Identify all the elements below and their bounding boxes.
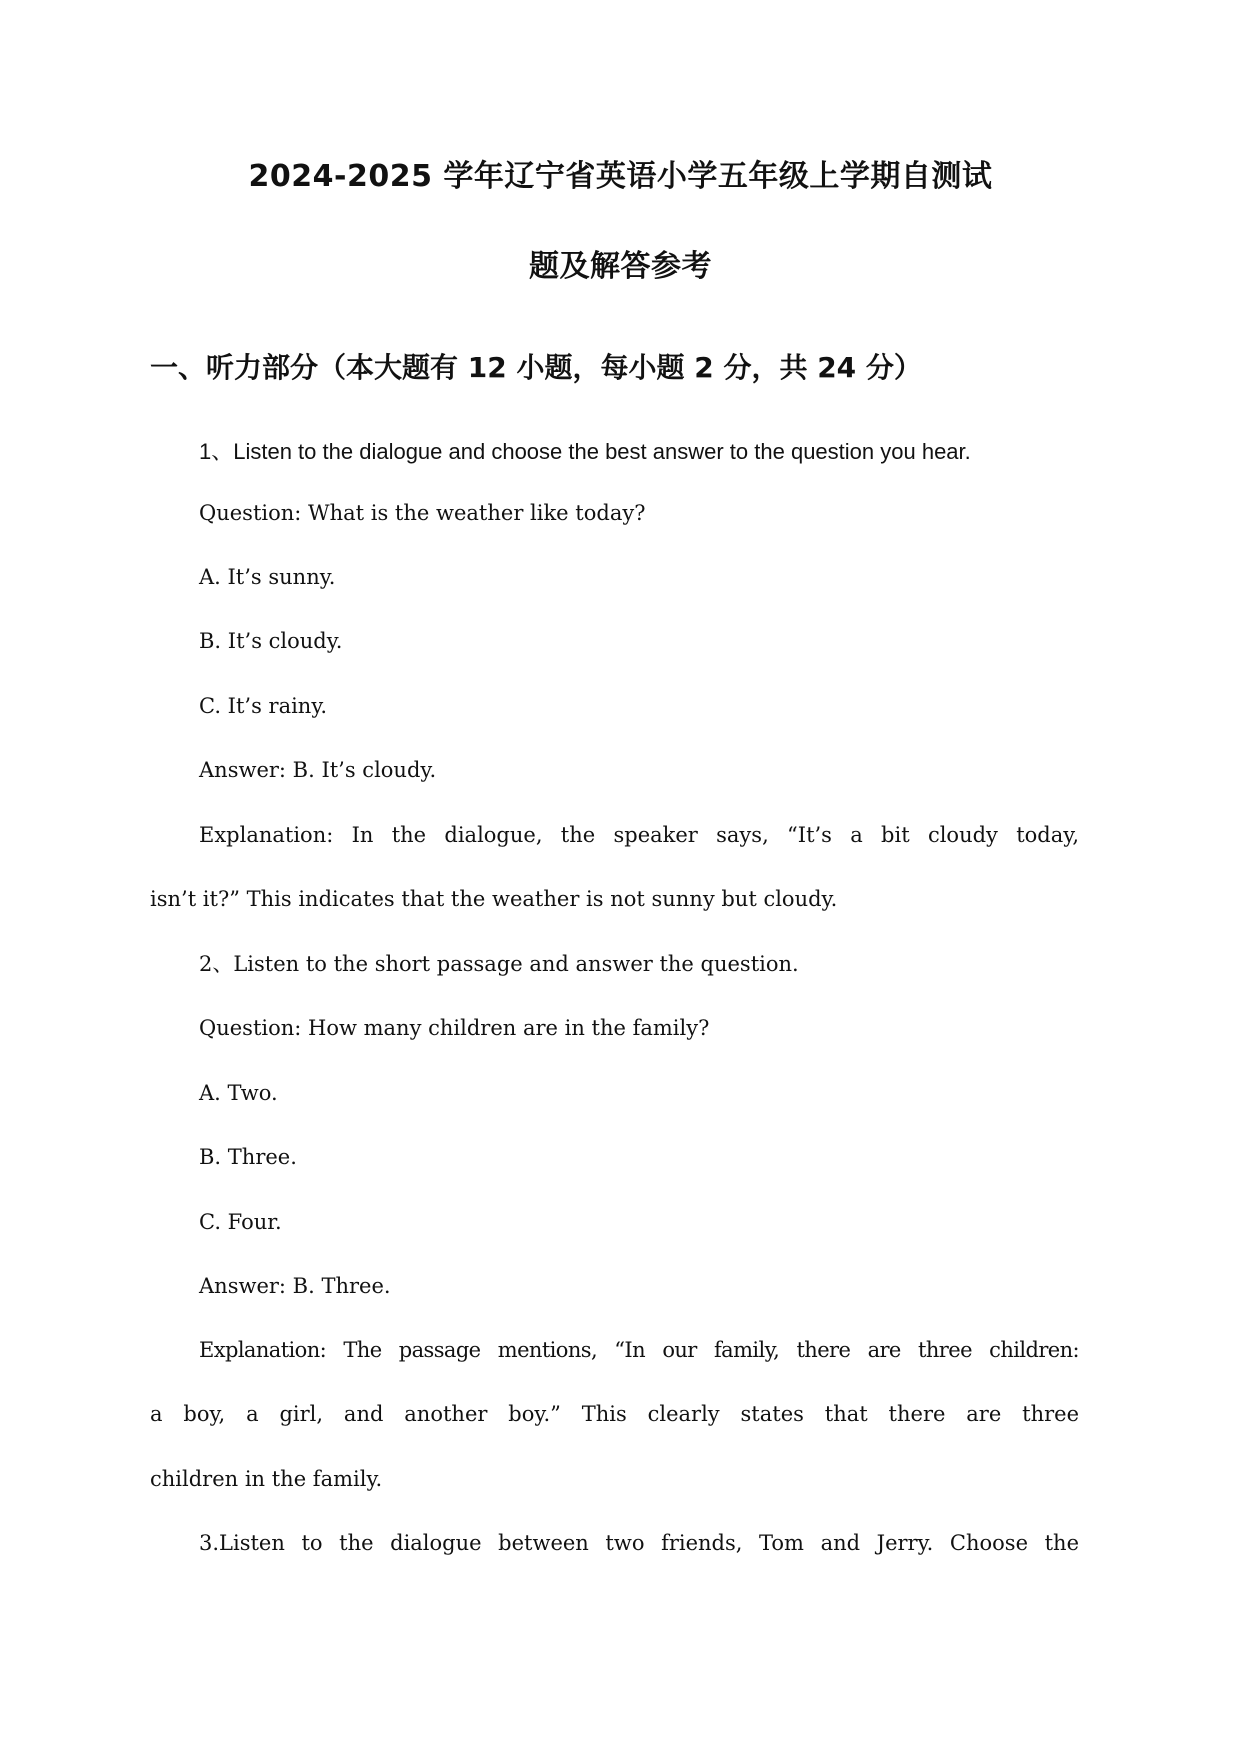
document-title-line-2: 题及解答参考	[529, 249, 712, 284]
question-2-option-b: B. Three.	[199, 1145, 297, 1169]
section-heading-listening: 一、听力部分（本大题有 12 小题，每小题 2 分，共 24 分）	[150, 351, 922, 384]
question-1-answer: Answer: B. It’s cloudy.	[199, 758, 437, 782]
question-3-prompt: 3.Listen to the dialogue between two friends, Tom and Jerry. Choose the	[199, 1531, 1079, 1555]
question-1-explanation-line-1: Explanation: In the dialogue, the speaker says, “It’s a bit cloudy today,	[199, 823, 1079, 847]
question-1-explanation-line-2: isn’t it?” This indicates that the weather is not sunny but cloudy.	[150, 887, 838, 911]
question-1-option-a: A. It’s sunny.	[199, 565, 336, 589]
question-2-explanation-line-3: children in the family.	[150, 1467, 383, 1491]
question-2-answer: Answer: B. Three.	[199, 1274, 391, 1298]
question-2-explanation-line-2: a boy, a girl, and another boy.” This clearly states that there are three	[150, 1402, 1079, 1426]
question-1-option-b: B. It’s cloudy.	[199, 629, 343, 653]
document-title-line-1: 2024-2025 学年辽宁省英语小学五年级上学期自测试	[248, 159, 993, 194]
question-2-prompt: 2、Listen to the short passage and answer the question.	[199, 952, 799, 976]
question-2-option-c: C. Four.	[199, 1210, 282, 1234]
question-2-option-a: A. Two.	[199, 1081, 278, 1105]
question-2-question: Question: How many children are in the family?	[199, 1016, 710, 1040]
question-2-explanation-line-1: Explanation: The passage mentions, “In our family, there are three children:	[199, 1338, 1079, 1362]
question-1-prompt: 1、Listen to the dialogue and choose the best answer to the question you hear.	[199, 439, 971, 464]
question-1-option-c: C. It’s rainy.	[199, 694, 328, 718]
question-1-question: Question: What is the weather like today?	[199, 501, 646, 525]
